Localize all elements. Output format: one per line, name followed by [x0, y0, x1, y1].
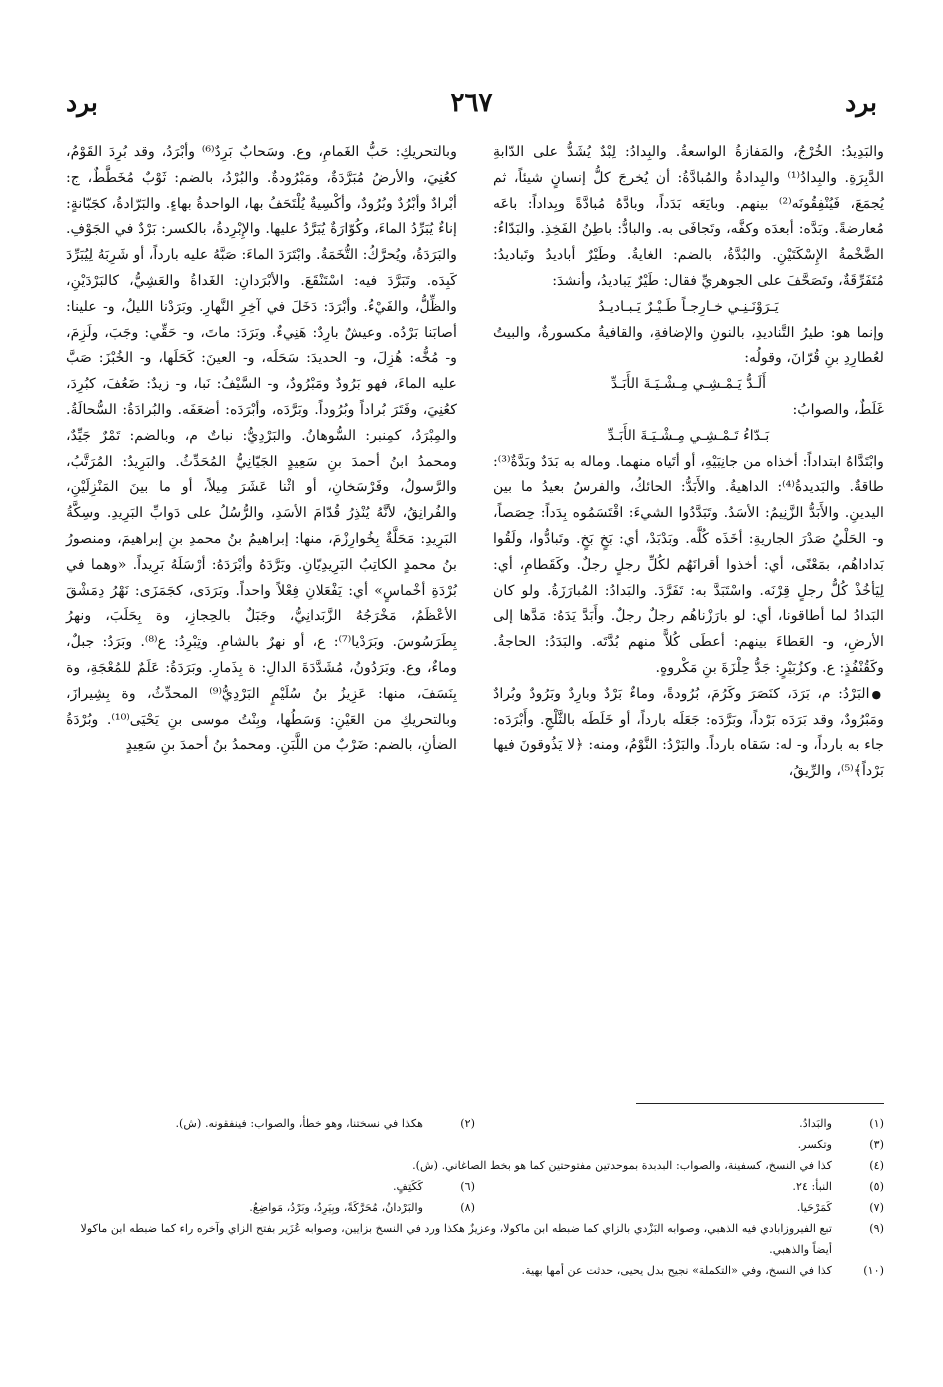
footnote: (١٠) كذا في النسخ، وفي «التكملة» نجيح بدل يحيى، حدثت عن أمها بهية.: [521, 1264, 884, 1277]
footnote: (٢) هكذا في نسختنا، وهو خطأ، والصواب: فينفقونه. (ش).: [175, 1117, 475, 1130]
page-number: ٢٦٧: [450, 88, 493, 118]
verse-line: يَـرَوْنَـنِـي خـارِجـاً طَـيْـرٌ يَـبـاديـدُ: [598, 298, 779, 315]
page-header: [66, 84, 877, 128]
footnote-row: [66, 1197, 884, 1218]
header-root-word-left: برد: [66, 88, 98, 117]
footnote: (١) والبَدادُ.: [799, 1117, 884, 1130]
left-text-column: [66, 140, 457, 759]
entry-bard-continued: وبالتحريكِ: حَبُّ الغَمامِ، وع. وسَحابٌ بَرِدٌ⁽⁶⁾ وأبْرَدُ، وقد بُرِدَ القَوْمُ، كعُنِيَ، والأرضُ مُبَرَّدَةٌ، ومَبْرُودةٌ. والبُرْدُ، بالضم: ثَوْبٌ مُخَطَّطٌ، ج: أبْرادٌ وأبْرُدٌ وبُرُودٌ، وأكْسِيةٌ يُلْتَحَفُ بها، الواحدةُ بهاءٍ. والبَرّادةُ، كجَبّانةٍ: إناءٌ يُبَرِّدُ الماءَ، وكُوّارَةٌ يُبَرَّدُ عليها. والإِبْرِدةُ، بالكسر: بَرْدٌ في الجَوْفِ. والبَرَدَةُ، ويُحرَّكُ: التُّخَمَةُ. وابْتَرَدَ الماءَ: صَبَّهُ عليه بارداً، أو شَرِبَهُ لِيُبَرِّدَ كَبِدَه. وتَبَرَّدَ فيه: اسْتَنْقَعَ. والأبْرَدانِ: الغَداةُ والعَشِيُّ، كالبَرْدَيْنِ، والظِّلُّ، والفَيْءُ. وأبْرَدَ: دَخَلَ في آخِرِ النَّهارِ. وبَرَدْنا الليلُ، و- علينا: أصابَنا بَرْدُه. وعيشٌ بارِدٌ: هَنِيءٌ. وبَرَدَ: ماتَ، و- حَقِّي: وجَبَ، ولَزِمَ، و- مُخُّه: هُزِلَ، و- الحديدَ: سَحَلَه، و- العينَ: كَحَلَها، و- الخُبْزَ: صَبَّ عليه الماءَ، فهو بَرُودٌ ومَبْرُودٌ، و- السَّيْفُ: نَبا، و- زيدٌ: ضَعُفَ، كبُرِدَ، كعُنِيَ، وفَتَرَ بُراداً وبُرُوداً. وبَرَّدَه، وأبْرَدَه: أضعَفَه. والبُرادَةُ: السُّحالَةُ. والمِبْرَدُ، كمِنبر: السُّوهانُ. والبَرْدِيُّ: نباتٌ م، وبالضم: تَمْرٌ جَيِّدٌ، ومحمدُ ابنُ أحمدَ بنِ سَعِيدٍ الجَيّانِيُّ المُحَدِّثُ. والبَرِيدُ: المُرَتَّبُ، والرَّسولُ، وفَرْسَخانِ، أو اثْنا عَشَرَ مِيلاً، أو ما بينَ المَنْزِلَيْنِ، والفُرانِقُ، لأنَّهُ يُنْذِرُ قُدّامَ الأسَدِ، والرُّسُلُ على دَوابِّ البَرِيدِ. وسِكَّةُ البَرِيدِ: مَحَلَّةٌ بِخُوارِزْمَ، منها: إبراهيمُ بنُ محمدِ بنِ إبراهيمَ، ومنصورُ بنُ محمدٍ الكاتِبُ البَرِيدِيّانِ. وبَرَّدَهُ وأبْرَدَهُ: أرْسَلَهُ بَرِيداً. «وهما في بُرْدَةِ أخْماسٍ» أي: يَفْعَلانِ فِعْلاً واحداً. وبَرَدَى، كجَمَزَى: نَهْرُ دِمَشْقَ الأعْظَمُ، مَخْرَجُهُ الزَّبَدانِيُّ، وجَبَلٌ بالحِجازِ، وة بِحَلَبَ، ونهرُ بِطَرَسُوسَ. وبَرَدْيا⁽⁷⁾: ع، أو نهرٌ بالشامِ. وتِبْرِدُ: ع⁽⁸⁾. وبَرَدُ: جبلٌ، وماءٌ، وع. وبَرَدُونُ، مُشَدَّدَةَ الدالِ: ة بِذَمارِ. وبَرَدَةُ: عَلَمٌ للمُعْجَةِ، وة بِنَسَفَ، منها: عَزِيزُ بنُ سُلَيْمٍ البَرْدِيُّ⁽⁹⁾ المحدِّثُ، وة بِشِيرازَ، وبالتحريكِ من العَيْنِ: وَسَطُها، وبِنْتُ موسى بنِ يَحْيَى⁽¹⁰⁾. وبُرْدَةُ الضأنِ، بالضم: ضَرْبٌ من اللَّبَنِ. ومحمدُ بنُ أحمدَ بنِ سَعِيدٍ: [66, 144, 457, 754]
verse-line: بَـدّاءُ تَـمْـشِـي مِـشْـيَـةَ الأَبَـدِّ: [607, 427, 770, 444]
correction-note: غَلَطٌ، والصوابُ:: [792, 401, 884, 418]
footnote: (٨) والبَرْدانُ، مُحَرَّكَةً، وبِيَرِدُ، وبَرْدُ، مَواضِعُ.: [249, 1201, 475, 1214]
footnote: (٩) تبع الفيروزابادي فيه الذهبي، وصوابه البَزْدي بالزاي كما ضبطه ابن ماكولا، وعزيزٌ هكذا ورد في النسخ بزايين، وصوابه عُزَير بفتح الزاي وآخره راء كما ضبطه ابن ماكولا أيضاً والذهبي.: [80, 1222, 884, 1256]
entry-badad-continued: وابْتَدَّاهُ ابتداداً: أخذاه من جانِبَيْهِ، أو أتَياه منهما. وماله به بَدَدٌ وبَدَّةٌ⁽³⁾: طاقةٌ. والبَديدةُ⁽⁴⁾: الداهيةُ. والأَبَدُّ: الحائكُ، والفرسُ بعيدُ ما بين اليدينِ. والأَبَدُّ الزَّنِيمُ: الأسَدُ. وتَبَدَّدُوا الشيءَ: اقْتَسَمُوه بِدَداً: حِصَصاً، و- الحَلْيُ صَدْرَ الجاريةِ: أخَذَه كُلَّه. وبَدْبَدْ، أي: بَخٍ بَخٍ. وتَبادُّوا، ولَقُوا بَداداهُم، بمَعْنًى، أي: أخذوا أقرانَهُم لكُلِّ رجلٍ رجلٌ. وكَقَطامِ، أي: لِيَأخُذْ كُلُّ رجلٍ قِرْنَه. واسْتَبَدَّ به: تَفَرَّدَ. والبَدادُ: المُبارَزَةُ. ولو كان البَدادُ لما أطاقونا، أي: لو بارَزْناهُم رجلٌ رجلٌ. وأَبَدَّ يَدَهُ: مَدَّها إلى الأرضِ، و- العَطاءَ بينهم: أعطَى كُلاًّ منهم بُدَّتَه. والبَدَدُ: الحاجةُ. وكَقُنْفُذٍ: ع. وكزُبَيْرٍ: جَدُّ حِلْزَةَ بنِ مَكْروهٍ.: [493, 453, 884, 676]
footnotes: [66, 1113, 884, 1281]
footnote-divider: [636, 1103, 884, 1104]
footnote-row: [66, 1176, 884, 1197]
entry-badad-text: والبَدِيدُ: الخُرْجُ، والمَفازةُ الواسعةُ. والبِدادُ: لِبْدٌ يُشَدُّ على الدّابةِ الدَّبِرَةِ. والبِدادُ⁽¹⁾ والبِدادةُ والمُبادَّةُ: أن يُخرجَ كلُّ إنسانٍ شيئاً، ثم يُجمَعَ، فَيُنْفِقُونَه⁽²⁾ بينهم. وبايَعَه بَدَداً، وبادَّهُ مُبادَّةً وبِداداً: باعَه مُعارضةً. وبَدَّه: أبعدَه وكفَّه، وتَجافَى به. والبادُّ: باطِنُ الفَخِذِ. والبَدّاءُ: الضَّخْمةُ الإِسْكَتَيْنِ. والبُدَّةُ، بالضم: الغايةُ. وطَيْرٌ أباديدُ وتَباديدُ: مُتَفَرِّقَةٌ، وتَصَحَّفَ على الجوهريِّ فقال: طَيْرٌ يَباديدُ، وأنشدَ:: [493, 144, 884, 289]
header-root-word-right: برد: [845, 88, 877, 117]
footnote: (٣) وتكسر.: [797, 1138, 884, 1151]
footnote-row: [66, 1113, 884, 1134]
footnote: (٥) النبأ: ٢٤.: [792, 1180, 884, 1193]
entry-correction-text: وإنما هو: طيرُ التَّناديدِ، بالنونِ والإضافةِ، والقافيةُ مكسورةٌ، والبيتُ لعُطارِدِ بنِ قُرّانَ، وقولُه:: [493, 324, 884, 367]
footnote: (٦) كَكَتِفٍ.: [392, 1180, 475, 1193]
footnote: (٧) كَمَرْحَيا.: [796, 1201, 884, 1214]
entry-bard-text: ● البَرْدُ: م، بَرَدَ، كنَصَرَ وكَرُمَ، بُرُودةً، وماءٌ بَرْدٌ وبارِدٌ وبَرُودٌ وبُرادٌ ومَبْرُودٌ، وقد بَرَدَه بَرْداً، وبَرَّدَه: جَعَلَه بارداً، أو خَلَطَه بالثَّلْجِ. وأَبْرَدَه: جاء به بارداً، و- له: سَقاه بارداً. والبَرْدُ: النَّوْمُ، ومنه: ﴿لا يَذُوقونَ فيها بَرْداً﴾⁽⁵⁾، والرِّيقُ،: [493, 682, 884, 785]
right-text-column: [493, 140, 884, 785]
verse-line: أَلَـدُّ يَـمْـشِـي مِـشْـيَـةَ الأَبَـدِّ: [610, 376, 767, 393]
footnote: (٤) كذا في النسخ، كسفينة، والصواب: البدبدة بموحدتين مفتوحتين كما هو بخط الصاغاني. (ش).: [412, 1159, 884, 1172]
